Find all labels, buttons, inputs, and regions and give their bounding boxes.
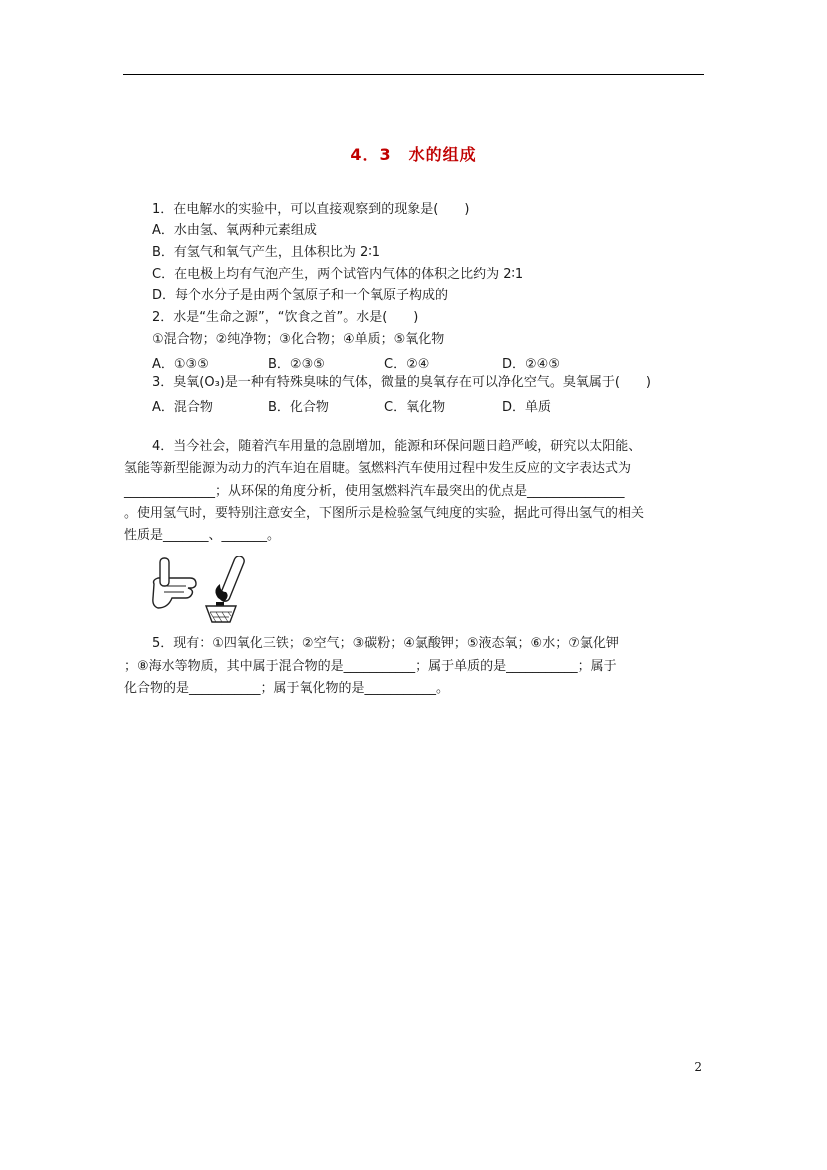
q4-line-3: ______________；从环保的角度分析，使用氢燃料汽车最突出的优点是_______________ (124, 484, 625, 499)
q1-option-b: B．有氢气和氧气产生，且体积比为 2∶1 (152, 245, 380, 260)
q1-option-d: D．每个水分子是由两个氢原子和一个氧原子构成的 (152, 288, 449, 303)
q2-option-a: A．①③⑤ (152, 357, 209, 372)
q1-option-a: A．水由氢、氧两种元素组成 (152, 223, 317, 238)
hydrogen-purity-test-figure (150, 556, 260, 626)
q2-option-c: C．②④ (384, 357, 430, 372)
alcohol-lamp-icon (206, 606, 236, 622)
q5-line-3: 化合物的是___________；属于氧化物的是___________。 (124, 681, 450, 696)
q4-line-4: 。使用氢气时，要特别注意安全，下图所示是检验氢气纯度的实验，据此可得出氢气的相关 (124, 506, 645, 521)
q2-option-d: D．②④⑤ (502, 357, 560, 372)
q4-line-2: 氢能等新型能源为动力的汽车迫在眉睫。氢燃料汽车使用过程中发生反应的文字表达式为 (124, 461, 632, 476)
page-title: 4．3 水的组成 (350, 145, 477, 164)
q5-line-2: ；⑧海水等物质，其中属于混合物的是___________；属于单质的是___________；属于 (124, 659, 617, 674)
q1-stem: 1．在电解水的实验中，可以直接观察到的现象是( ) (152, 202, 470, 217)
q4-line-5: 性质是_______、_______。 (124, 528, 281, 543)
test-tube-left-icon (160, 558, 169, 586)
q5-line-1: 5．现有：①四氧化三铁；②空气；③碳粉；④氯酸钾；⑤液态氧；⑥水；⑦氯化钾 (152, 636, 619, 651)
page-number: 2 (694, 1060, 702, 1074)
q3-option-a: A．混合物 (152, 400, 213, 415)
q2-items: ①混合物；②纯净物；③化合物；④单质；⑤氧化物 (152, 332, 445, 347)
q1-option-c: C．在电极上均有气泡产生，两个试管内气体的体积之比约为 2∶1 (152, 267, 524, 282)
header-rule (123, 74, 704, 75)
q4-line-1: 4．当今社会，随着汽车用量的急剧增加，能源和环保问题日趋严峻，研究以太阳能、 (152, 439, 642, 454)
q3-option-d: D．单质 (502, 400, 552, 415)
q3-stem: 3．臭氧(O₃)是一种有特殊臭味的气体，微量的臭氧存在可以净化空气。臭氧属于( ) (152, 375, 652, 390)
q3-option-b: B．化合物 (268, 400, 329, 415)
q2-option-b: B．②③⑤ (268, 357, 325, 372)
q3-option-c: C．氧化物 (384, 400, 446, 415)
q2-stem: 2．水是“生命之源”，“饮食之首”。水是( ) (152, 310, 419, 325)
